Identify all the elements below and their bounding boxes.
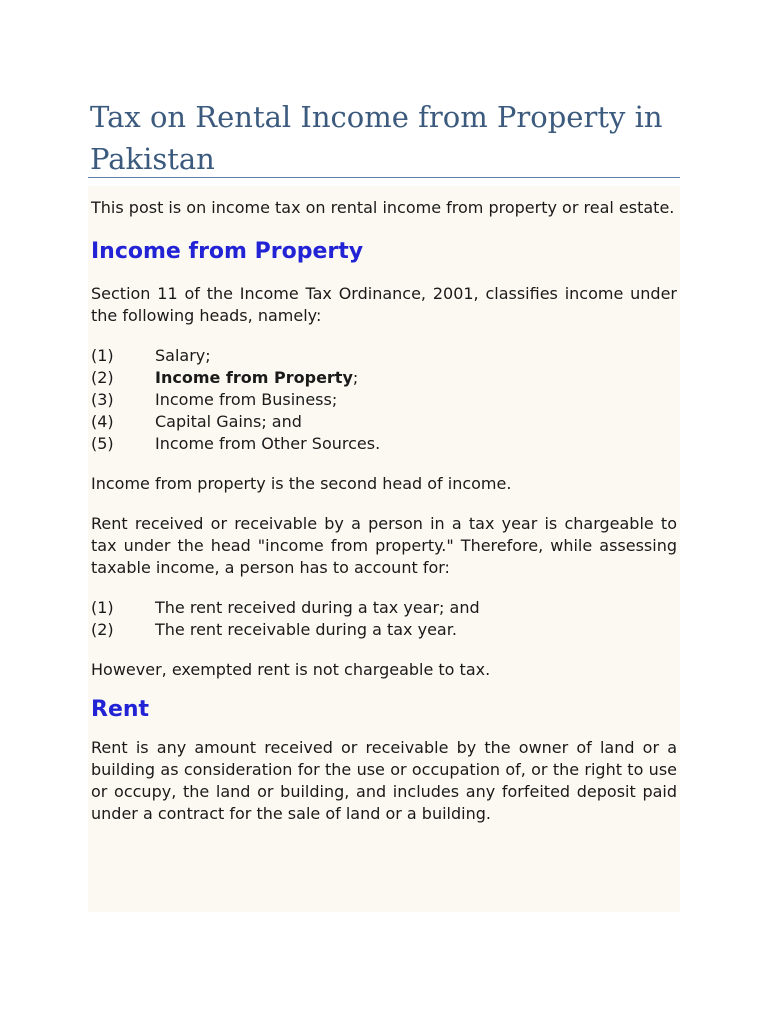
list-text: The rent receivable during a tax year. bbox=[155, 620, 457, 639]
section-heading-rent: Rent bbox=[91, 697, 150, 722]
section-paragraph: However, exempted rent is not chargeable to tax. bbox=[91, 660, 491, 679]
list-text bbox=[155, 367, 358, 389]
list-number: (2) bbox=[91, 620, 114, 639]
section-paragraph: Section 11 of the Income Tax Ordinance, 2001, classifies income under the following heads, namely: bbox=[91, 284, 677, 325]
list-number: (5) bbox=[91, 434, 114, 453]
section-paragraph: Rent is any amount received or receivable by the owner of land or a building as consideration for the use or occupation of, or the right to use or occupy, the land or building, and includes any forfeited deposit paid under a contract for the sale of land or a building. bbox=[91, 738, 677, 823]
list-text-bold: Income from Property bbox=[155, 368, 353, 387]
heads-of-income-list bbox=[91, 345, 677, 455]
list-text-suffix: ; bbox=[352, 368, 359, 387]
list-number: (2) bbox=[91, 368, 114, 387]
list-item bbox=[91, 411, 677, 433]
list-number: (3) bbox=[91, 390, 114, 409]
list-text: Salary; bbox=[155, 346, 211, 365]
intro-paragraph: This post is on income tax on rental income from property or real estate. bbox=[91, 198, 675, 217]
section-paragraph: Rent received or receivable by a person in a tax year is chargeable to tax under the head "income from property." Therefore, while assessing taxable income, a person has to account for: bbox=[91, 514, 677, 577]
list-item bbox=[91, 597, 677, 619]
list-number: (1) bbox=[91, 346, 114, 365]
list-number: (4) bbox=[91, 412, 114, 431]
list-item bbox=[91, 345, 677, 367]
list-item bbox=[91, 389, 677, 411]
list-item bbox=[91, 367, 677, 389]
list-item bbox=[91, 433, 677, 455]
list-text: Income from Other Sources. bbox=[155, 434, 381, 453]
list-text: Income from Business; bbox=[155, 390, 338, 409]
section-heading-income-from-property: Income from Property bbox=[91, 239, 364, 264]
section-paragraph: Income from property is the second head of income. bbox=[91, 474, 512, 493]
list-text: The rent received during a tax year; and bbox=[155, 598, 480, 617]
list-item bbox=[91, 619, 677, 641]
title-divider bbox=[88, 177, 680, 178]
rent-account-list bbox=[91, 597, 677, 641]
list-number: (1) bbox=[91, 598, 114, 617]
list-text: Capital Gains; and bbox=[155, 412, 302, 431]
article-body bbox=[91, 197, 677, 825]
page-title: Tax on Rental Income from Property in Pakistan bbox=[90, 100, 663, 176]
